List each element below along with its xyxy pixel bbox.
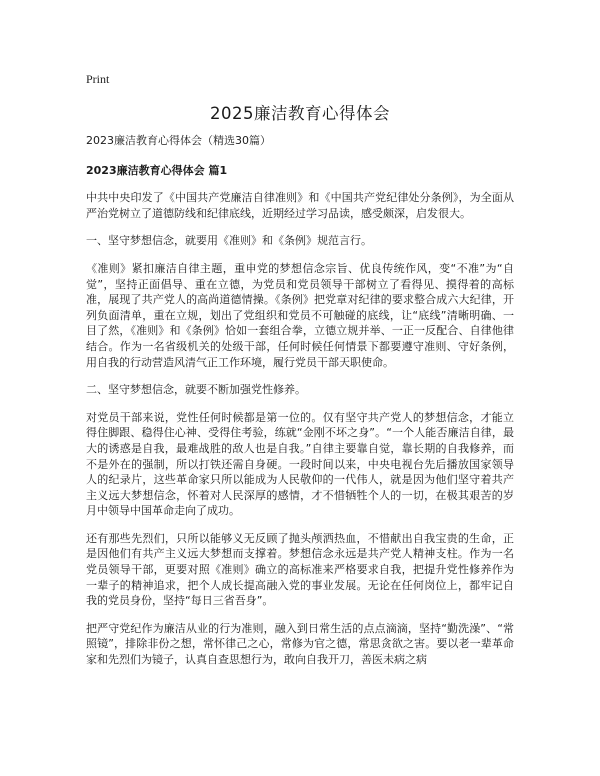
section-heading: 2023廉洁教育心得体会 篇1	[86, 163, 228, 177]
paragraph-point-two-body: 对党员干部来说，党性任何时候都是第一位的。仅有坚守共产党人的梦想信念，才能立得住脚跟、稳得住心神、受得住考验，练就“金刚不坏之身”。“一个人能否廉洁自律，最大的诱惑是自我，最难战胜的敌人也是自我。”自律主要靠自觉，靠长期的自我修养，而不是外在的强制，所以打铁还需自身硬。一段时间以来，中央电视台先后播放国家领导人的纪录片，这些革命家只所以能成为人民敬仰的一代伟人，就是因为他们坚守着共产主义远大梦想信念，怀着对人民深厚的感情，才不惜牺牲个人的一切，在极其艰苦的岁月中领导中国革命走向了成功。	[86, 410, 514, 518]
paragraph-point-one-body: 《准则》紧扣廉洁自律主题，重申党的梦想信念宗旨、优良传统作风，变“不准”为“自觉”，坚持正面倡导、重在立德，为党员和党员领导干部树立了看得见、摸得着的高标准，展现了共产党人的高尚道德情操。《条例》把党章对纪律的要求整合成六大纪律，开列负面清单，重在立规，划出了党组织和党员不可触碰的底线，让“底线”清晰明确、一目了然，《准则》和《条例》恰如一套组合拳，立德立规并举、一正一反配合、自律他律结合。作为一名省级机关的处级干部，任何时候任何情景下都要遵守准则、守好条例，用自我的行动营造风清气正工作环境，履行党员干部天职使命。	[86, 261, 514, 369]
paragraph-martyrs: 还有那些先烈们，只所以能够义无反顾了抛头颅洒热血，不惜献出自我宝贵的生命，正是因他们有共产主义远大梦想而支撑着。梦想信念永远是共产党人精神支柱。作为一名党员领导干部，更要对照《准则》确立的高标准来严格要求自我，把提升党性修养作为一辈子的精神追求，把个人成长提高融入党的事业发展。无论在任何岗位上，都牢记自我的党员身份，坚持“每日三省吾身”。	[86, 531, 514, 608]
paragraph-point-one-heading: 一、坚守梦想信念，就要用《准则》和《条例》规范言行。	[86, 234, 372, 248]
print-link[interactable]: Print	[86, 72, 110, 86]
page-title: 2025廉洁教育心得体会	[210, 104, 390, 123]
paragraph-intro: 中共中央印发了《中国共产党廉洁自律准则》和《中国共产党纪律处分条例》，为全面从严治党树立了道德防线和纪律底线，近期经过学习品读，感受颇深，启发很大。	[86, 191, 514, 220]
article-subtitle: 2023廉洁教育心得体会（精选30篇）	[86, 134, 271, 147]
article-body	[86, 133, 514, 680]
paragraph-discipline: 把严守党纪作为廉洁从业的行为准则，融入到日常生活的点点滴滴，坚持“勤洗澡”、“常照镜”，排除非份之想，常怀律己之心，常修为官之德，常思贪欲之害。要以老一辈革命家和先烈们为镜子，认真自查思想行为，敢向自我开刀，善医未病之病	[86, 621, 514, 667]
paragraph-point-two-heading: 二、坚守梦想信念，就要不断加强党性修养。	[86, 383, 306, 397]
